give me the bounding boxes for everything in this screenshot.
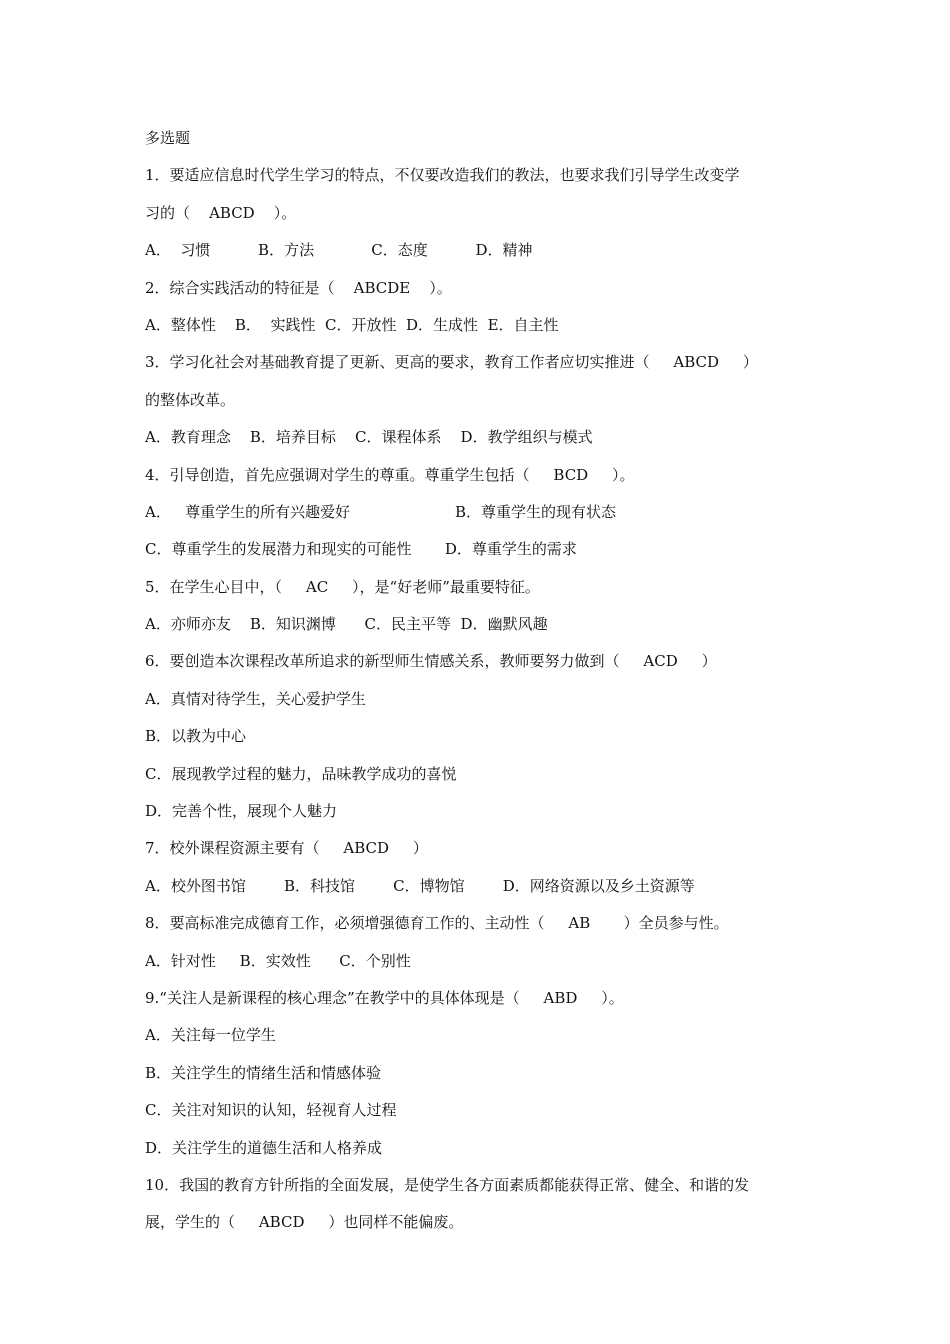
q6-option-b: B．以教为中心	[145, 727, 247, 746]
q5-stem: 5．在学生心目中，（ AC ），是“好老师”最重要特征。	[145, 577, 540, 596]
q9-option-a: A．关注每一位学生	[145, 1026, 276, 1045]
q3-stem-line2: 的整体改革。	[145, 390, 236, 409]
q6-stem: 6．要创造本次课程改革所追求的新型师生情感关系，教师要努力做到（ ACD ）	[145, 652, 717, 671]
q10-stem-line2: 展，学生的（ ABCD ）也同样不能偏废。	[145, 1213, 464, 1232]
q4-options-cd: C．尊重学生的发展潜力和现实的可能性 D．尊重学生的需求	[145, 540, 577, 559]
q6-option-d: D．完善个性，展现个人魅力	[145, 802, 338, 821]
q1-options: A． 习惯 B．方法 C．态度 D．精神	[145, 241, 533, 260]
q1-stem-line2: 习的（ ABCD ）。	[145, 203, 297, 222]
q3-stem-line1: 3．学习化社会对基础教育提了更新、更高的要求，教育工作者应切实推进（ ABCD ）	[145, 353, 758, 372]
q1-stem-line1: 1．要适应信息时代学生学习的特点，不仅要改造我们的教法，也要求我们引导学生改变学	[145, 166, 740, 185]
q9-option-b: B．关注学生的情绪生活和情感体验	[145, 1063, 382, 1082]
q2-options: A．整体性 B． 实践性 C．开放性 D．生成性 E．自主性	[145, 315, 559, 334]
document-content	[145, 120, 815, 1242]
q5-options: A．亦师亦友 B．知识渊博 C．民主平等 D．幽默风趣	[145, 615, 548, 634]
q7-stem: 7．校外课程资源主要有（ ABCD ）	[145, 839, 428, 858]
q8-options: A．针对性 B．实效性 C．个别性	[145, 951, 411, 970]
q8-stem: 8．要高标准完成德育工作，必须增强德育工作的、主动性（ AB ）全员参与性。	[145, 914, 729, 933]
q4-stem: 4．引导创造，首先应强调对学生的尊重。尊重学生包括（ BCD ）。	[145, 465, 635, 484]
section-heading: 多选题	[145, 129, 191, 147]
q9-option-c: C．关注对知识的认知，轻视育人过程	[145, 1101, 397, 1120]
q6-option-a: A．真情对待学生，关心爱护学生	[145, 689, 366, 708]
q10-stem-line1: 10．我国的教育方针所指的全面发展，是使学生各方面素质都能获得正常、健全、和谐的发	[145, 1175, 750, 1194]
q6-option-c: C．展现教学过程的魅力，品味教学成功的喜悦	[145, 764, 457, 783]
q3-options: A．教育理念 B．培养目标 C．课程体系 D．教学组织与模式	[145, 428, 593, 447]
q9-option-d: D．关注学生的道德生活和人格养成	[145, 1138, 383, 1157]
q9-stem: 9.“关注人是新课程的核心理念”在教学中的具体体现是（ ABD ）。	[145, 988, 624, 1007]
q7-options: A．校外图书馆 B．科技馆 C．博物馆 D．网络资源以及乡土资源等	[145, 876, 695, 895]
q4-options-ab: A． 尊重学生的所有兴趣爱好 B．尊重学生的现有状态	[145, 502, 617, 521]
q2-stem: 2．综合实践活动的特征是（ ABCDE ）。	[145, 278, 452, 297]
